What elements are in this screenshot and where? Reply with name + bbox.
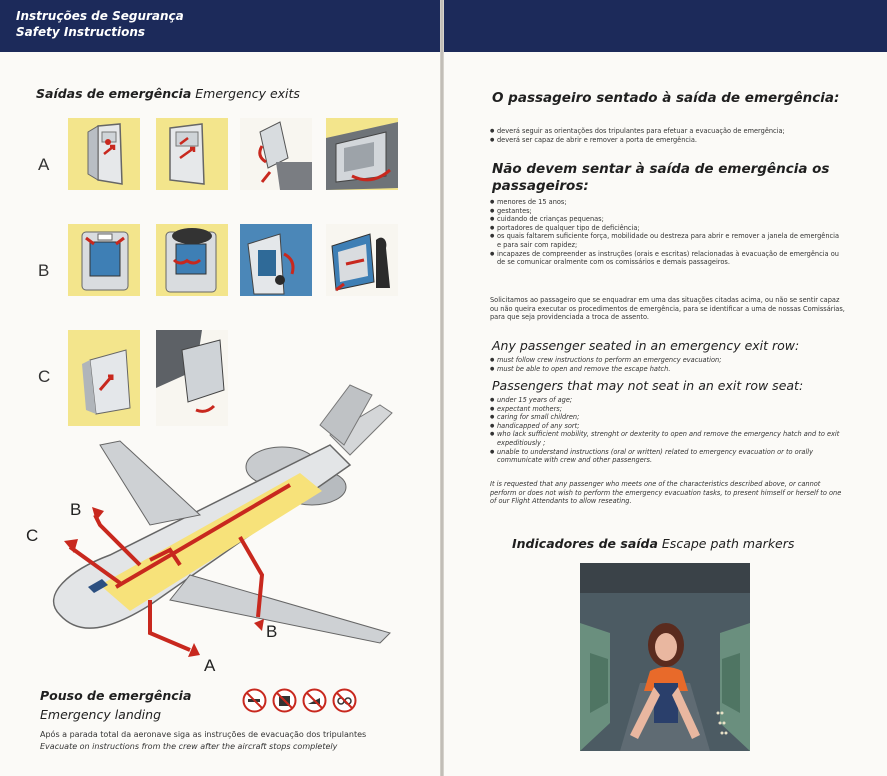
plane-label-c: C <box>26 526 39 545</box>
list-item: ● os quais faltarem suficiente força, mobilidade ou destreza para abrir e remover a janela de emergência e para sair com rapidez; <box>490 232 842 249</box>
exits-title-pt: Saídas de emergência <box>36 86 192 101</box>
no-heels-icon <box>302 688 327 713</box>
list-item: ● gestantes; <box>490 207 842 216</box>
list-item: ● handicapped of any sort; <box>490 422 842 431</box>
list-item: ● under 15 years of age; <box>490 396 842 405</box>
exit-b-step-2 <box>156 224 228 296</box>
list-item: ● menores de 15 anos; <box>490 198 842 207</box>
no-baggage-icon <box>272 688 297 713</box>
markers-title <box>512 536 794 551</box>
exits-title <box>36 86 300 101</box>
plane-label-b-right: B <box>266 622 278 641</box>
not-seat-pt-note: Solicitamos ao passageiro que se enquadrar em uma das situações citadas acima, ou não se sentir capaz ou não queira executar os procedimentos de emergência, para se identificar a uma de nossas Comissárias, para que seja providenciada a troca de assento. <box>490 296 845 322</box>
landing-title-pt: Pouso de emergência <box>40 688 192 703</box>
plane-evacuation-diagram <box>0 375 440 680</box>
exit-b-step-3 <box>240 224 312 296</box>
list-item: ● cuidando de crianças pequenas; <box>490 215 842 224</box>
list-item: ● must be able to open and remove the escape hatch. <box>490 365 842 374</box>
list-item: ● who lack sufficient mobility, strenght or dexterity to open and remove the emergency hatch and to exit expeditiously ; <box>490 430 842 447</box>
exit-row-en-list <box>490 356 842 373</box>
list-item: ● portadores de qualquer tipo de deficiência; <box>490 224 842 233</box>
exit-a-step-1 <box>68 118 140 190</box>
exit-row-en-title: Any passenger seated in an emergency exit row: <box>492 338 800 353</box>
exit-a-step-2 <box>156 118 228 190</box>
header-band <box>0 0 440 52</box>
escape-path-markers-illustration <box>580 563 750 751</box>
not-seat-en-note: It is requested that any passenger who meets one of the characteristics described above, or cannot perform or does not wish to perform the emergency evacuation tasks, to present himself or herself to one of our Flight Attendants to allow reseating. <box>490 480 842 506</box>
list-item: ● deverá ser capaz de abrir e remover a porta de emergência. <box>490 136 842 145</box>
exit-row-pt-list <box>490 127 842 144</box>
not-seat-pt-list <box>490 198 842 267</box>
right-content <box>444 0 887 776</box>
markers-title-en: Escape path markers <box>661 536 795 551</box>
not-seat-en-list <box>490 396 842 465</box>
header-title-pt: Instruções de Segurança <box>16 9 184 23</box>
list-item: ● incapazes de compreender as instruções (orais e escritas) relacionadas à evacuação de emergência ou de se comunicar oralmente com os comissários e demais passageiros. <box>490 250 842 267</box>
no-smoking-icon <box>242 688 267 713</box>
not-seat-pt-title: Não devem sentar à saída de emergência os passageiros: <box>492 161 830 194</box>
row-label-c: C <box>38 367 51 386</box>
header-title-en: Safety Instructions <box>16 25 146 39</box>
row-label-b: B <box>38 261 50 280</box>
markers-title-pt: Indicadores de saída <box>512 536 658 551</box>
landing-note-en: Evacuate on instructions from the crew after the aircraft stops completely <box>40 742 338 751</box>
exits-title-en: Emergency exits <box>195 86 300 101</box>
list-item: ● expectant mothers; <box>490 405 842 414</box>
list-item: ● deverá seguir as orientações dos tripulantes para efetuar a evacuação de emergência; <box>490 127 842 136</box>
exit-a-step-4 <box>326 118 398 190</box>
no-glasses-icon <box>332 688 357 713</box>
row-label-a: A <box>38 155 50 174</box>
plane-label-b-left: B <box>70 500 82 519</box>
exit-b-step-1 <box>68 224 140 296</box>
exit-b-step-4 <box>326 224 398 296</box>
exit-a-step-3 <box>240 118 312 190</box>
landing-title-en: Emergency landing <box>40 707 162 722</box>
list-item: ● unable to understand instructions (oral or written) related to emergency evacuation or to orally communicate with crew and other passengers. <box>490 448 842 465</box>
list-item: ● must follow crew instructions to perform an emergency evacuation; <box>490 356 842 365</box>
list-item: ● caring for small children; <box>490 413 842 422</box>
exit-row-pt-title: O passageiro sentado à saída de emergência: <box>492 90 840 106</box>
landing-note-pt: Após a parada total da aeronave siga as instruções de evacuação dos tripulantes <box>40 730 367 739</box>
not-seat-en-title: Passengers that may not seat in an exit row seat: <box>492 378 804 393</box>
plane-label-a: A <box>204 656 216 675</box>
